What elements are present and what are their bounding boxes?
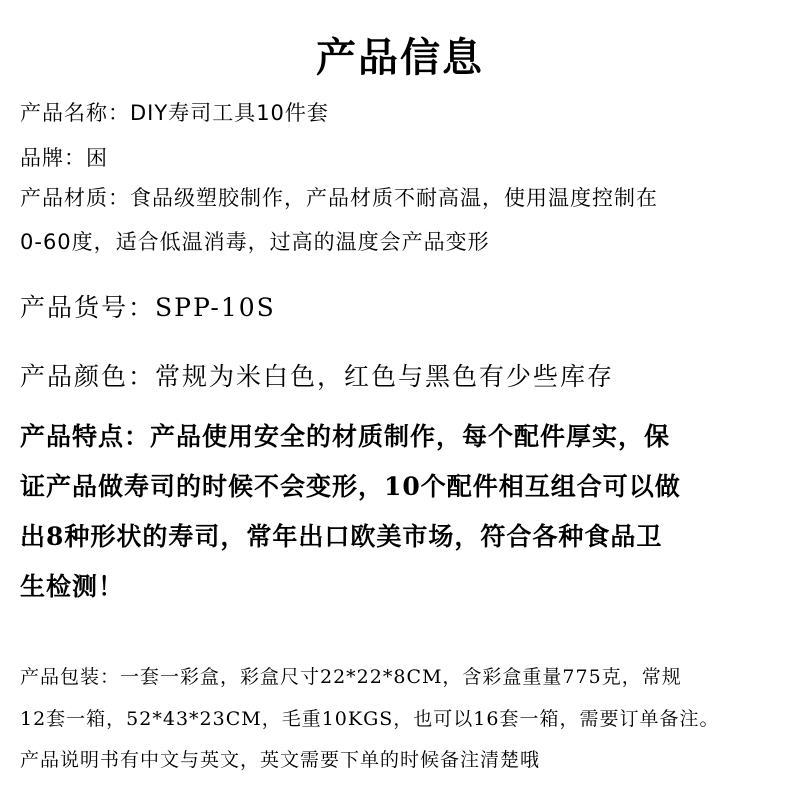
material-line-2: 0-60度，适合低温消毒，过高的温度会产品变形 [20,230,490,254]
features-line-4: 生检测！ [20,572,125,601]
product-color: 产品颜色：常规为米白色，红色与黑色有少些库存 [20,362,615,391]
packaging-line-2: 12套一箱，52*43*23CM，毛重10KGS，也可以16套一箱，需要订单备注。 [20,708,720,730]
features-line-1: 产品特点：产品使用安全的材质制作，每个配件厚实，保 [20,422,671,451]
packaging-line-1: 产品包装：一套一彩盒，彩盒尺寸22*22*8CM，含彩盒重量775克，常规 [20,666,682,688]
material-line-1: 产品材质：食品级塑胶制作，产品材质不耐高温，使用温度控制在 [20,186,658,210]
features-line-3: 出8种形状的寿司，常年出口欧美市场，符合各种食品卫 [20,522,663,551]
brand: 品牌：困 [20,146,108,170]
features-line-2: 证产品做寿司的时候不会变形，10个配件相互组合可以做 [20,472,681,501]
packaging-line-3: 产品说明书有中文与英文，英文需要下单的时候备注清楚哦 [20,749,541,771]
page-title: 产品信息 [316,34,484,81]
product-sku: 产品货号：SPP-10S [20,293,276,322]
product-name: 产品名称：DIY寿司工具10件套 [20,101,329,125]
